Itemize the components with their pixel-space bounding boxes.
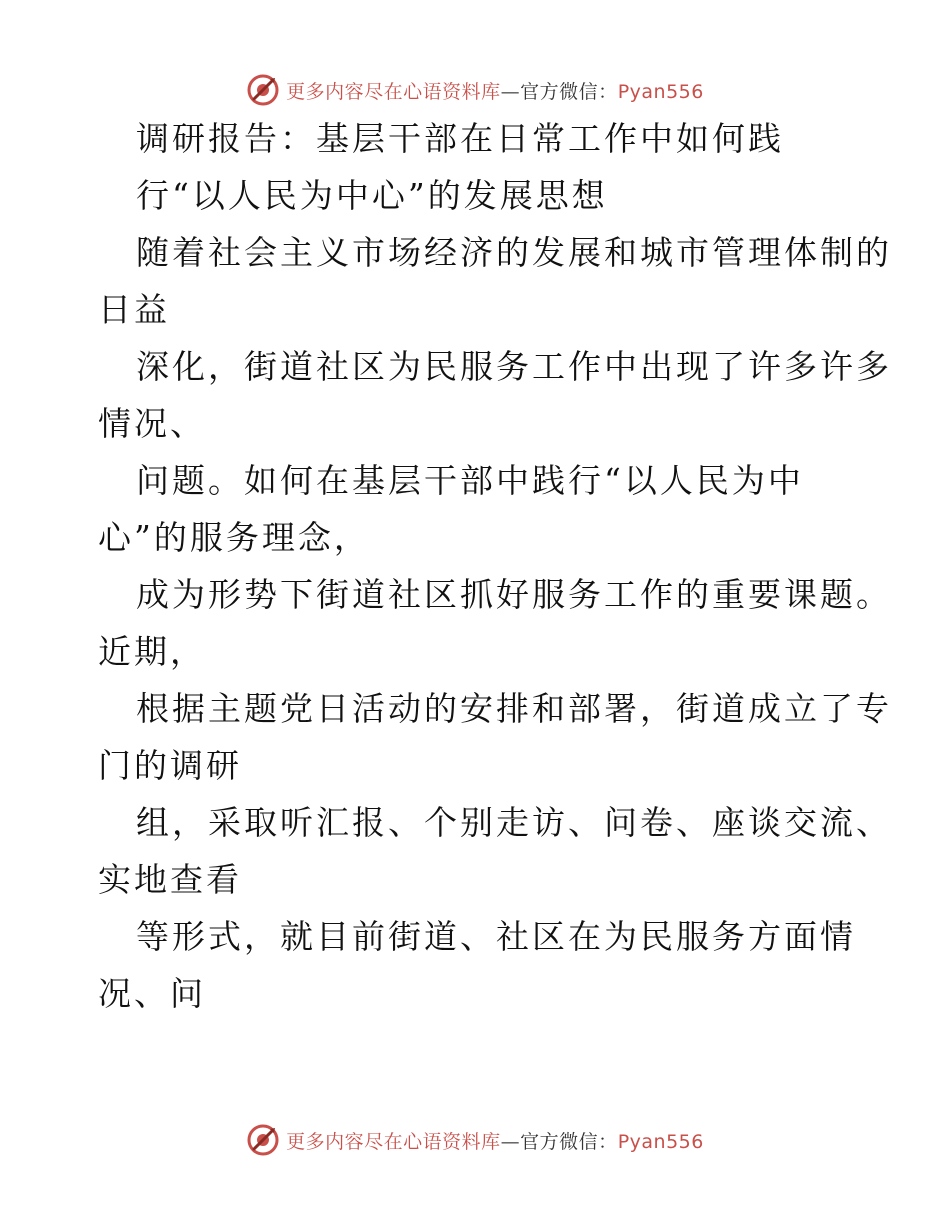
text-line: 行“以人民为中心”的发展思想 xyxy=(136,176,608,215)
text-line: 随着社会主义市场经济的发展和城市管理体制的 xyxy=(136,233,892,272)
text-line: 近期， xyxy=(98,632,206,671)
text-line: 心”的服务理念， xyxy=(98,518,370,557)
text-line: 成为形势下街道社区抓好服务工作的重要课题。 xyxy=(136,575,892,614)
text-line: 问题。如何在基层干部中践行“以人民为中 xyxy=(136,461,804,500)
header-banner xyxy=(0,70,950,110)
brand-logo-icon xyxy=(246,1123,280,1157)
document-body xyxy=(98,119,892,1034)
footer-banner xyxy=(0,1120,950,1160)
text-line: 根据主题党日活动的安排和部署，街道成立了专 xyxy=(136,689,892,728)
text-line: 组，采取听汇报、个别走访、问卷、座谈交流、 xyxy=(136,803,892,842)
text-line: 况、问 xyxy=(98,974,206,1013)
text-line: 调研报告：基层干部在日常工作中如何践 xyxy=(136,119,784,158)
text-line: 实地查看 xyxy=(98,860,242,899)
brand-logo-icon xyxy=(246,73,280,107)
text-line: 深化，街道社区为民服务工作中出现了许多许多 xyxy=(136,347,892,386)
text-line: 情况、 xyxy=(98,404,206,443)
text-line: 等形式，就目前街道、社区在为民服务方面情 xyxy=(136,917,856,956)
text-line: 日益 xyxy=(98,290,170,329)
text-line: 门的调研 xyxy=(98,746,242,785)
banner-text: 更多内容尽在心语资料库—官方微信：Pyan556 xyxy=(286,80,704,103)
banner-text: 更多内容尽在心语资料库—官方微信：Pyan556 xyxy=(286,1130,704,1153)
